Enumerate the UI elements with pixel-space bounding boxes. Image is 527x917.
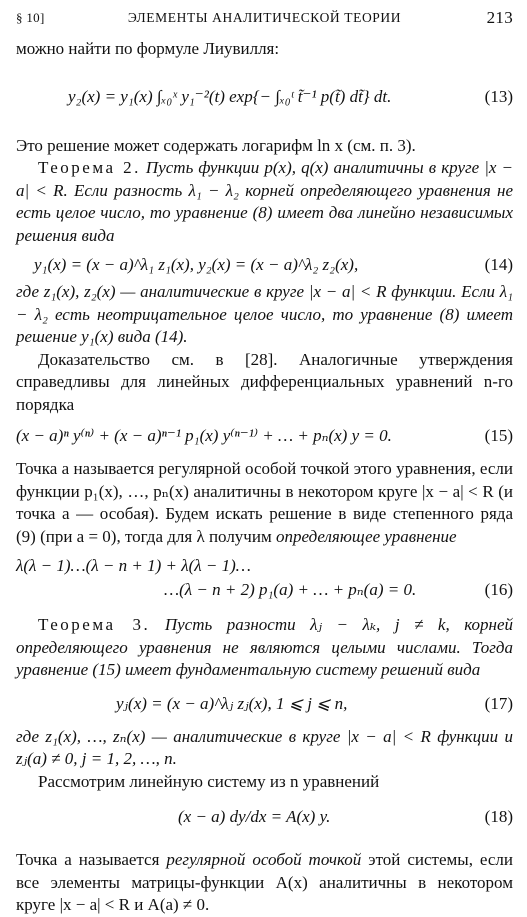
equation-13 — [16, 61, 513, 135]
equation-number: (17) — [484, 693, 513, 713]
theorem-2 — [16, 157, 513, 247]
emphasis: регулярной особой точкой — [166, 850, 362, 869]
paragraph: где z₁(x), z₂(x) — аналитические в круге |x − a| < R функции. Если λ₁ − λ₂ есть неотрицательное целое число, то уравнение (8) имеет решение y₁(x) вида (14). — [16, 282, 513, 346]
equation-number: (15) — [484, 426, 513, 445]
emphasis: определяющее уравнение — [275, 526, 457, 546]
paragraph: Доказательство см. в [28]. Аналогичные утверждения справедливы для линейных дифференциальных уравнений n-го порядка — [16, 349, 513, 414]
paragraph-text: Точка a называется регулярной особой точкой этого уравнения, если функции p₁(x), …, pₙ(x) аналитичны в некотором круге |x − a| < R (и точка a — особая). Будем искать решение в виде степенного ряда (9) (при a = 0), тогда для λ получим — [16, 459, 513, 546]
equation-17 — [16, 692, 513, 716]
equation-16-line-2 — [16, 578, 513, 602]
running-header — [16, 8, 513, 30]
chapter-title: ЭЛЕМЕНТЫ АНАЛИТИЧЕСКОЙ ТЕОРИИ — [127, 10, 402, 25]
section-ref: § 10] — [16, 10, 45, 25]
paragraph: Это решение может содержать логарифм ln x (см. п. 3). — [16, 135, 416, 155]
paragraph — [16, 849, 513, 917]
equation-formula: y₂(x) = y₁(x) ∫ₓ₀ˣ y₁⁻²(t) exp{− ∫ₓ₀ᵗ t̃⁻¹ p(t̃) dt̃} dt. — [68, 86, 392, 106]
paragraph — [16, 458, 513, 548]
equation-number: (16) — [484, 580, 513, 599]
equation-formula: (x − a)ⁿ y⁽ⁿ⁾ + (x − a)ⁿ⁻¹ p₁(x) y⁽ⁿ⁻¹⁾ + … + pₙ(x) y = 0. — [16, 426, 392, 445]
equation-number: (18) — [484, 807, 513, 826]
page-number: 213 — [486, 8, 513, 27]
equation-formula: (x − a) dy/dx = A(x) y. — [178, 807, 331, 826]
page-body — [16, 38, 513, 917]
equation-formula: λ(λ − 1)…(λ − n + 1) + λ(λ − 1)… — [16, 556, 251, 575]
theorem-label: Теорема 3. — [38, 615, 151, 634]
equation-16-line-1 — [16, 554, 513, 578]
equation-formula: yⱼ(x) = (x − a)^λⱼ zⱼ(x), 1 ⩽ j ⩽ n, — [116, 693, 348, 713]
equation-18 — [16, 793, 513, 841]
paragraph: где z₁(x), …, zₙ(x) — аналитические в круге |x − a| < R функции и zⱼ(a) ≠ 0, j = 1, 2, …, n. — [16, 726, 513, 768]
equation-15 — [16, 424, 513, 448]
equation-formula: …(λ − n + 2) p₁(a) + … + pₙ(a) = 0. — [164, 580, 417, 599]
equation-number: (14) — [484, 255, 513, 274]
equation-number: (13) — [484, 86, 513, 106]
theorem-text: Пусть функции p(x), q(x) аналитичны в круге |x − a| < R. Если разность λ₁ − λ₂ корней определяющего уравнения не есть целое число, то уравнение (8) имеет два линейно независимых решения вида — [16, 158, 513, 245]
paragraph: можно найти по формуле Лиувилля: — [16, 39, 280, 58]
paragraph: Рассмотрим линейную систему из n уравнений — [38, 771, 380, 791]
equation-formula: y₁(x) = (x − a)^λ₁ z₁(x), y₂(x) = (x − a)^λ₂ z₂(x), — [34, 255, 359, 274]
paragraph-text: Точка a называется — [16, 850, 160, 869]
equation-14 — [16, 253, 513, 277]
theorem-3 — [16, 614, 513, 682]
theorem-label: Теорема 2. — [38, 158, 141, 177]
theorem-text: Пусть разности λⱼ − λₖ, j ≠ k, корней определяющего уравнения не являются целыми числами. Тогда уравнение (15) имеет фундаментальную систему решений вида — [16, 615, 514, 679]
paragraph-text: этой системы, если все элементы матрицы-функции A(x) аналитичны в некотором круге |x − a| < R и A(a) ≠ 0. — [16, 850, 513, 914]
